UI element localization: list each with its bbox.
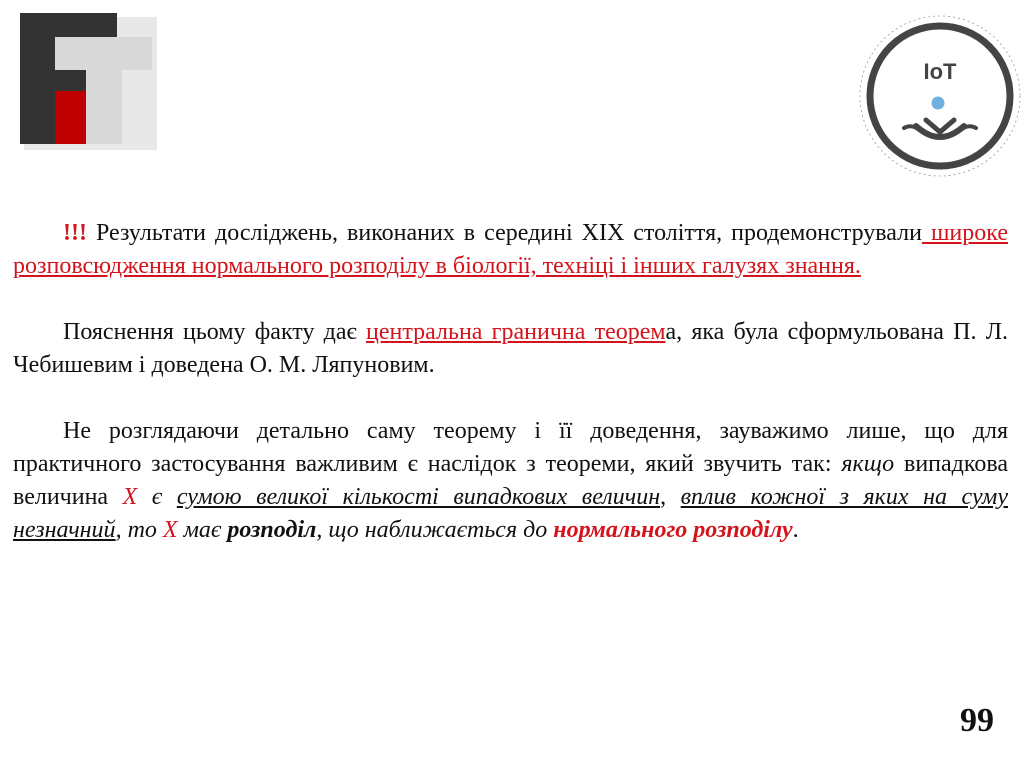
para3-ye: є bbox=[137, 484, 177, 510]
para1-highlight: широке розповсюдження нормального розподілу в біології, техніці і інших галузях знання. bbox=[13, 220, 1008, 279]
para3-end: . bbox=[792, 517, 799, 543]
para3-maye: має bbox=[177, 517, 228, 543]
para3-yakscho: якщо bbox=[841, 451, 895, 477]
para3-vplyv: вплив кожної з яких на суму незначний bbox=[13, 484, 1009, 543]
slide-content bbox=[13, 217, 1008, 580]
iot-seal-text: IoT bbox=[923, 59, 957, 84]
para2-text1: Пояснення цьому факту дає bbox=[63, 319, 367, 345]
paragraph-2 bbox=[13, 316, 1008, 382]
ft-logo-icon bbox=[20, 13, 160, 153]
page-number: 99 bbox=[960, 702, 994, 739]
para3-vypadkova: випадкова величина bbox=[13, 451, 1009, 510]
para3-sumoyu: сумою великої кількості випадкових величин bbox=[176, 484, 661, 510]
para3-x2: Х bbox=[162, 517, 178, 543]
para2-highlight: центральна гранична теорем bbox=[366, 319, 666, 345]
para3-x1: Х bbox=[122, 484, 138, 510]
para1-text: Результати досліджень, виконаних в середині XIX століття, продемонстрували bbox=[86, 220, 922, 246]
para3-rozpodil: розподіл bbox=[227, 517, 317, 543]
para2-text2: а, яка була сформульована П. Л. Чебишевим і доведена О. М. Ляпуновим. bbox=[13, 319, 1008, 378]
paragraph-1 bbox=[13, 217, 1008, 283]
paragraph-3 bbox=[13, 415, 1008, 547]
exclamation-marks: !!! bbox=[63, 220, 87, 246]
para3-scho: , що наближається до bbox=[316, 517, 554, 543]
para3-normal: нормального розподілу bbox=[553, 517, 793, 543]
para3-text1: Не розглядаючи детально саму теорему і її доведення, зауважимо лише, що для практичного застосування важливим є наслідок з теореми, який звучить так: bbox=[13, 418, 1008, 477]
para3-to: , то bbox=[115, 517, 163, 543]
iot-seal-icon bbox=[856, 8, 1024, 178]
para3-comma: , bbox=[660, 484, 681, 510]
